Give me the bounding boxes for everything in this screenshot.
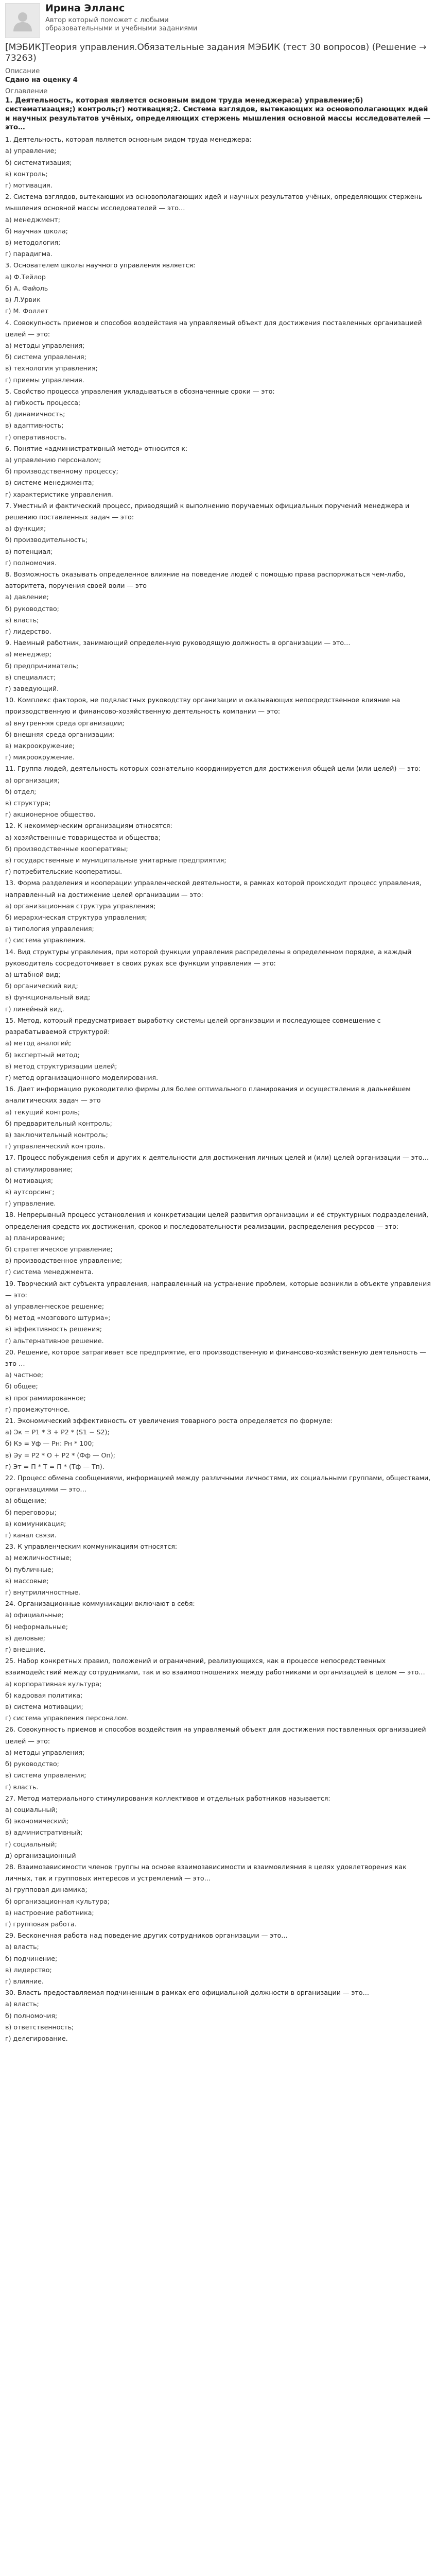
answer-option: г) промежуточное. <box>5 1405 70 1413</box>
answer-option: в) аутсорсинг; <box>5 1188 55 1196</box>
answer-option: а) управление; <box>5 147 57 155</box>
answer-option: в) Эу = Р2 * О + Р2 * (Фф — Оп); <box>5 1451 115 1459</box>
question-text: 11. Группа людей, деятельность которых сознательно координируется для достижения общей цели (или целей) — это: <box>5 765 421 773</box>
answer-option: г) Эт = П * Т = П * (Тф — Тп). <box>5 1462 104 1470</box>
answer-option: а) гибкость процесса; <box>5 398 81 406</box>
answer-option: г) оперативность. <box>5 433 67 441</box>
answer-option: б) органический вид; <box>5 982 78 990</box>
answer-option: г) управление. <box>5 1199 56 1208</box>
answer-option: а) стимулирование; <box>5 1165 73 1173</box>
answer-option: в) административный; <box>5 1828 83 1837</box>
answer-option: а) штабной вид; <box>5 971 61 979</box>
answer-option: б) внешняя среда организации; <box>5 730 115 738</box>
question-text: 14. Вид структуры управления, при которой функции управления распределены в определенном порядке, а каждый руководитель сосредоточивает в своих руках все функции управления — это: <box>5 947 412 967</box>
question-text: 21. Экономический эффективность от увеличения товарного роста определяется по формуле: <box>5 1417 333 1425</box>
answer-option: г) влияние. <box>5 1977 44 1985</box>
answer-option: б) переговоры; <box>5 1508 57 1516</box>
answer-option: г) внутриличностные. <box>5 1588 80 1597</box>
answer-option: б) неформальные; <box>5 1622 68 1631</box>
question-text: 13. Форма разделения и кооперации управленческой деятельности, в рамках которой происходит процесс управления, направленный на достижение целей организации — это: <box>5 879 422 899</box>
answer-option: г) М. Фоллет <box>5 307 49 315</box>
answer-option: в) система мотивации; <box>5 1703 83 1711</box>
question-text: 9. Наемный работник, занимающий определенную руководящую должность в организации — это… <box>5 639 351 647</box>
answer-option: в) система управления; <box>5 1771 86 1780</box>
answer-option: а) метод аналогий; <box>5 1039 72 1047</box>
answer-option: г) альтернативное решение. <box>5 1336 104 1345</box>
answer-option: б) динамичность; <box>5 410 65 418</box>
answer-option: в) производственное управление; <box>5 1257 123 1265</box>
answer-option: б) производительность; <box>5 536 88 544</box>
answer-option: г) потребительские кооперативы. <box>5 868 123 876</box>
answer-option: б) предприниматель; <box>5 662 79 670</box>
answer-option: в) настроение работника; <box>5 1908 94 1917</box>
answer-option: а) внутренняя среда организации; <box>5 719 125 727</box>
answer-option: а) организация; <box>5 776 60 784</box>
answer-option: а) управленческое решение; <box>5 1302 104 1310</box>
answer-option: б) систематизация; <box>5 158 72 166</box>
answer-option: в) лидерство; <box>5 1965 52 1974</box>
answer-option: а) планирование; <box>5 1233 65 1242</box>
answer-option: б) экономический; <box>5 1817 68 1825</box>
question-text: 15. Метод, который предусматривает выработку системы целей организации и последующее совмещение с разрабатываемой структурой: <box>5 1016 381 1036</box>
description-label: Описание <box>5 67 40 75</box>
answer-option: б) отдел; <box>5 787 37 795</box>
answer-option: б) метод «мозгового штурма»; <box>5 1314 111 1322</box>
answer-option: а) общение; <box>5 1497 47 1505</box>
grade-line: Сдано на оценку 4 <box>5 76 78 84</box>
question-text: 1. Деятельность, которая является основным видом труда менеджера: <box>5 135 252 144</box>
contents-label: Оглавление <box>5 88 48 96</box>
answer-option: б) производственные кооперативы; <box>5 844 128 853</box>
question-text: 10. Комплекс факторов, не подвластных руководству организации и оказывающих непосредственное влияние на производственную и финансово-хозяйственную деятельность компании — это: <box>5 696 400 716</box>
answer-option: в) деловые; <box>5 1634 45 1642</box>
answer-option: в) заключительный контроль; <box>5 1130 108 1139</box>
answer-option: г) метод организационного моделирования. <box>5 1073 159 1081</box>
answer-option: в) функциональный вид; <box>5 993 91 1002</box>
answer-option: б) организационная культура; <box>5 1897 110 1905</box>
question-text: 7. Уместный и фактический процесс, приводящий к выполнению поручаемых официальных поручений менеджера и решению поставленных задач — это: <box>5 501 410 521</box>
question-text: 2. Система взглядов, вытекающих из основополагающих идей и научных результатов учёных, определяющих стержень мышления основной массы исследователей — это… <box>5 193 423 212</box>
answer-option: а) частное; <box>5 1371 43 1379</box>
answer-option: а) корпоративная культура; <box>5 1680 102 1688</box>
answer-option: в) программированное; <box>5 1394 86 1402</box>
question-text: 22. Процесс обмена сообщениями, информацией между различными личностями, их социальными группами, обществами, организациями — это… <box>5 1474 431 1494</box>
answer-option: в) методология; <box>5 239 61 247</box>
answer-option: б) руководство; <box>5 604 59 613</box>
answer-option: г) линейный вид. <box>5 1005 64 1013</box>
author-description: Автор который поможет с любыми образовательными и учебными заданиями <box>45 16 198 33</box>
question-text: 26. Совокупность приемов и способов воздействия на управляемый объект для достижения поставленных организацией целей — это: <box>5 1725 426 1745</box>
answer-option: б) система управления; <box>5 353 86 361</box>
question-text: 24. Организационные коммуникации включают в себя: <box>5 1600 195 1608</box>
question-text: 27. Метод материального стимулирования коллективов и отдельных работников называется: <box>5 1794 330 1802</box>
answer-option: д) организационный <box>5 1851 76 1859</box>
answer-option: б) производственному процессу; <box>5 467 118 476</box>
answer-option: в) потенциал; <box>5 547 53 555</box>
question-text: 18. Непрерывный процесс установления и конкретизации целей развития организации и её структурных подразделений, определения средств их достижения, сроков и последовательности реализации, распределения ресурсов — это: <box>5 1211 429 1230</box>
question-text: 30. Власть предоставляемая подчиненным в рамках его официальной должности в организации — это… <box>5 1989 370 1997</box>
answer-option: б) подчинение; <box>5 1954 58 1962</box>
answer-option: а) Ф.Тейлор <box>5 273 46 281</box>
answer-option: в) эффективность решения; <box>5 1325 102 1333</box>
answer-option: в) метод структуризации целей; <box>5 1062 117 1070</box>
author-info <box>45 3 200 33</box>
answer-option: г) характеристике управления. <box>5 490 113 498</box>
answer-option: в) контроль; <box>5 170 48 178</box>
answer-option: в) технология управления; <box>5 364 98 372</box>
answer-option: а) текущий контроль; <box>5 1108 80 1116</box>
author-name[interactable]: Ирина Элланс <box>45 3 125 14</box>
answer-option: г) власть. <box>5 1783 39 1791</box>
answer-option: а) менеджмент; <box>5 215 60 224</box>
answer-option: а) организационная структура управления; <box>5 902 156 910</box>
answer-option: г) внешние. <box>5 1646 46 1654</box>
answer-option: а) официальные; <box>5 1611 64 1619</box>
answer-option: а) управлению персоналом; <box>5 455 101 464</box>
answer-option: б) мотивация; <box>5 1176 54 1184</box>
question-summary: 1. Деятельность, которая является основным видом труда менеджера:a) управление;б) систематизация;) контроль;г) мотивация;2. Система взглядов, вытекающих из основополагающих идей и научных результатов учёных, определяющих стержень мышления основной массы исследователей — это… <box>5 96 430 131</box>
question-text: 16. Дает информацию руководителю фирмы для более оптимального планирования и осуществления в дальнейшем аналитических задач — это <box>5 1085 411 1105</box>
answer-option: а) методы управления; <box>5 1748 85 1756</box>
answer-option: г) социальный; <box>5 1840 57 1848</box>
document-content <box>5 134 431 2044</box>
answer-option: г) приемы управления. <box>5 376 84 384</box>
question-text: 4. Совокупность приемов и способов воздействия на управляемый объект для достижения поставленных организацией целей — это: <box>5 318 422 338</box>
question-text: 23. К управленческим коммуникациям относятся: <box>5 1543 178 1551</box>
question-text: 19. Творческий акт субъекта управления, направленный на устранение проблем, которые возникли в объекте управления — это: <box>5 1279 431 1299</box>
answer-option: а) хозяйственные товарищества и общества; <box>5 833 161 841</box>
answer-option: в) массовые; <box>5 1577 49 1585</box>
question-text: 29. Бесконечная работа над поведение других сотрудников организации — это… <box>5 1931 288 1940</box>
answer-option: а) методы управления; <box>5 341 85 349</box>
answer-option: г) канал связи. <box>5 1531 57 1539</box>
question-text: 8. Возможность оказывать определенное влияние на поведение людей с помощью права распоряжаться чем-либо, авторитета, поручения своей воли — это <box>5 570 406 590</box>
answer-option: г) система менеджмента. <box>5 1268 94 1276</box>
answer-option: г) групповая работа. <box>5 1920 77 1928</box>
answer-option: г) заведующий. <box>5 685 59 692</box>
question-text: 6. Понятие «административный метод» относится к: <box>5 444 188 452</box>
answer-option: б) полномочия; <box>5 2011 58 2020</box>
answer-option: г) делегирование. <box>5 2034 68 2042</box>
answer-option: г) лидерство. <box>5 627 51 635</box>
answer-option: а) функция; <box>5 524 46 533</box>
answer-option: б) предварительный контроль; <box>5 1119 112 1127</box>
author-card <box>5 3 431 38</box>
answer-option: а) групповая динамика; <box>5 1886 88 1894</box>
answer-option: а) давление; <box>5 593 49 601</box>
question-text: 5. Свойство процесса управления укладываться в обозначенные сроки — это: <box>5 387 275 395</box>
answer-option: а) власть; <box>5 1943 39 1951</box>
answer-option: б) научная школа; <box>5 227 68 235</box>
question-text: 3. Основателем школы научного управления является: <box>5 261 196 269</box>
answer-option: в) государственные и муниципальные унитарные предприятия; <box>5 856 226 865</box>
answer-option: г) система управления персоналом. <box>5 1714 129 1722</box>
answer-option: в) Л.Урвик <box>5 296 41 304</box>
answer-option: в) макроокружение; <box>5 742 75 750</box>
answer-option: б) иерархическая структура управления; <box>5 913 147 922</box>
question-text: 17. Процесс побуждения себя и других к деятельности для достижения личных целей и (или) целей организации — это… <box>5 1154 429 1162</box>
answer-option: а) межличностные; <box>5 1554 72 1562</box>
answer-option: г) микроокружение. <box>5 753 75 761</box>
answer-option: в) типология управления; <box>5 925 94 933</box>
answer-option: б) публичные; <box>5 1565 54 1573</box>
user-silhouette-icon <box>11 9 34 32</box>
answer-option: б) кадровая политика; <box>5 1691 83 1699</box>
question-text: 12. К некоммерческим организациям относятся: <box>5 822 172 830</box>
answer-option: а) менеджер; <box>5 650 51 658</box>
answer-option: в) специалист; <box>5 673 56 681</box>
answer-option: в) коммуникация; <box>5 1519 66 1528</box>
answer-option: в) ответственность; <box>5 2023 74 2031</box>
answer-option: а) Эк = P1 * З + P2 * (S1 − S2); <box>5 1428 110 1436</box>
avatar[interactable] <box>5 3 40 38</box>
answer-option: г) парадигма. <box>5 250 53 258</box>
answer-option: в) власть; <box>5 616 39 624</box>
answer-option: г) полномочия. <box>5 558 57 567</box>
answer-option: б) Кэ = Уф — Рн: Рн * 100; <box>5 1439 94 1448</box>
answer-option: б) А. Файоль <box>5 284 48 292</box>
question-text: 28. Взаимозависимости членов группы на основе взаимозависимости и взаимовлияния в целях удовлетворения как личных, так и групповых интересов и устремлений — это… <box>5 1862 407 1883</box>
answer-option: в) структура; <box>5 799 51 807</box>
question-text: 20. Решение, которое затрагивает все предприятие, его производственную и финансово-хозяйственную деятельность — это … <box>5 1348 426 1367</box>
document-title: [МЭБИК]Теория управления.Обязательные задания МЭБИК (тест 30 вопросов) (Решение → 73263) <box>5 42 427 64</box>
question-text: 25. Набор конкретных правил, положений и ограничений, реализующихся, как в процессе непосредственных взаимодействий между сотрудниками, так и во взаимоотношениях между работниками и организацией в целом — это… <box>5 1657 425 1676</box>
answer-option: г) система управления. <box>5 936 86 944</box>
answer-option: а) социальный; <box>5 1805 58 1814</box>
answer-option: б) общее; <box>5 1382 38 1391</box>
answer-option: а) власть; <box>5 2000 39 2008</box>
answer-option: в) адаптивность; <box>5 421 64 430</box>
answer-option: б) руководство; <box>5 1760 59 1768</box>
answer-option: г) мотивация. <box>5 181 53 190</box>
answer-option: б) стратегическое управление; <box>5 1245 113 1253</box>
answer-option: г) управленческий контроль. <box>5 1142 106 1150</box>
answer-option: в) системе менеджмента; <box>5 479 94 487</box>
answer-option: г) акционерное общество. <box>5 810 96 819</box>
answer-option: б) экспертный метод; <box>5 1050 80 1059</box>
